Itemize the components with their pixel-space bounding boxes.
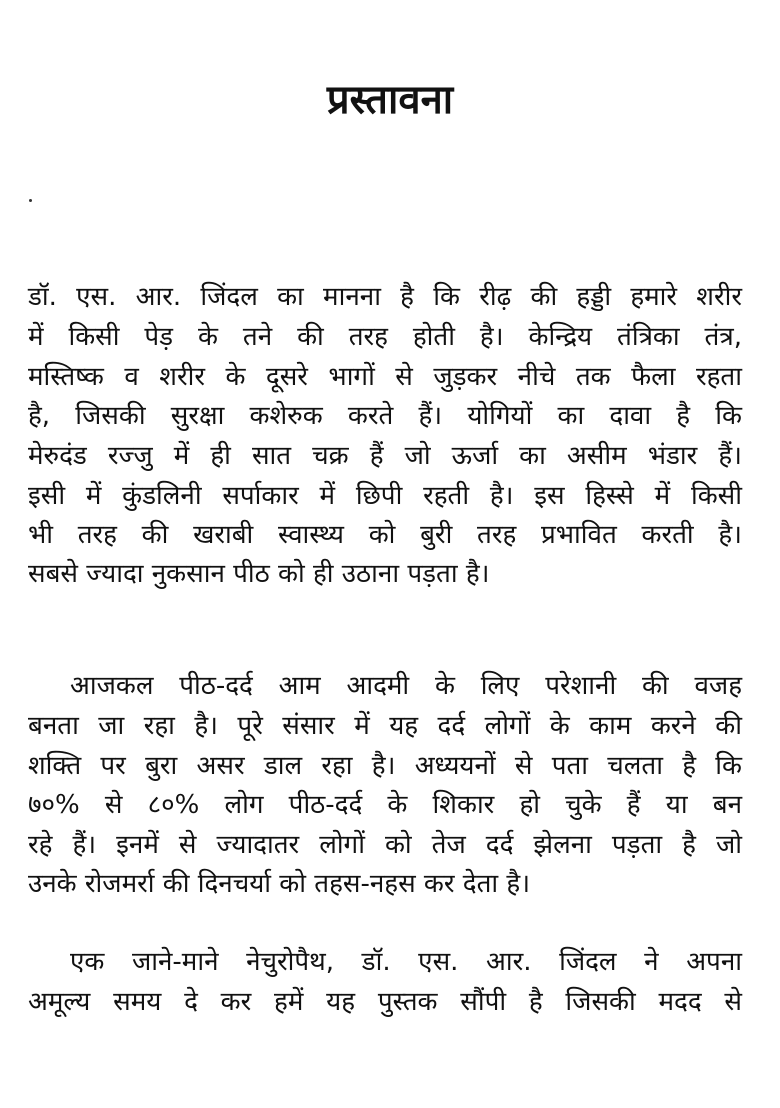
page-title: प्रस्तावना [326,77,454,123]
text-line: इसी में कुंडलिनी सर्पाकार में छिपी रहती है। इस हिस्से में किसी [28,481,742,511]
text-line: शक्ति पर बुरा असर डाल रहा है। अध्ययनों से पता चलता है कि [28,751,742,781]
text-line: मस्तिष्क व शरीर के दूसरे भागों से जुड़कर नीचे तक फैला रहता [28,362,742,392]
text-line: रहे हैं। इनमें से ज्यादातर लोगों को तेज दर्द झेलना पड़ता है जो [28,830,742,860]
text-line: ७०% से ८०% लोग पीठ-दर्द के शिकार हो चुके हैं या बन [28,790,742,820]
text-line: एक जाने-माने नेचुरोपैथ, डॉ. एस. आर. जिंदल ने अपना [70,947,742,977]
text-line: में किसी पेड़ के तने की तरह होती है। केन्द्रिय तंत्रिका तंत्र, [28,322,742,352]
text-line: उनके रोजमर्रा की दिनचर्या को तहस-नहस कर देता है। [28,869,531,899]
text-line: मेरुदंड रज्जु में ही सात चक्र हैं जो ऊर्जा का असीम भंडार हैं। [28,441,742,471]
text-line: भी तरह की खराबी स्वास्थ्य को बुरी तरह प्रभावित करती है। [28,520,742,550]
text-line: आजकल पीठ-दर्द आम आदमी के लिए परेशानी की वजह [70,671,742,701]
text-line: सबसे ज्यादा नुकसान पीठ को ही उठाना पड़ता है। [28,559,490,589]
text-line: बनता जा रहा है। पूरे संसार में यह दर्द लोगों के काम करने की [28,711,742,741]
text-line: अमूल्य समय दे कर हमें यह पुस्तक सौंपी है जिसकी मदद से [28,987,742,1017]
text-line: है, जिसकी सुरक्षा कशेरुक करते हैं। योगियों का दावा है कि [28,401,742,431]
speck-mark [29,199,32,202]
text-line: डॉ. एस. आर. जिंदल का मानना है कि रीढ़ की हड्डी हमारे शरीर [28,282,742,312]
